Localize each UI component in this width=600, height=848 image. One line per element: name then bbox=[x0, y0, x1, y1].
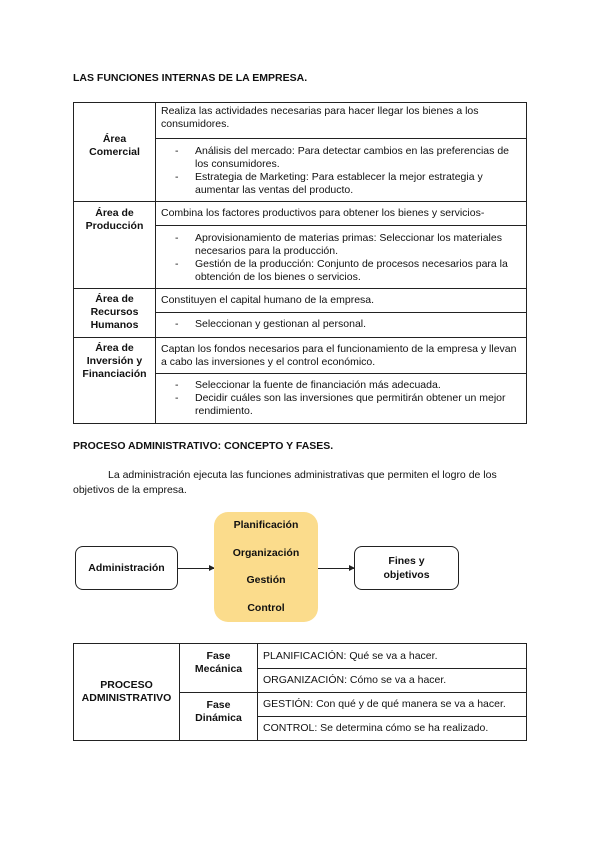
section-title-funciones: LAS FUNCIONES INTERNAS DE LA EMPRESA. bbox=[73, 72, 308, 84]
arrow-icon bbox=[318, 568, 354, 569]
area-items bbox=[155, 138, 527, 202]
area-name: Área de Producción bbox=[73, 201, 156, 289]
phase-row: CONTROL: Se determina cómo se ha realizado. bbox=[257, 716, 527, 741]
list-item: - Análisis del mercado: Para detectar cambios en las preferencias de los consumidores. bbox=[175, 145, 521, 171]
phase-label: Organización bbox=[232, 546, 300, 559]
phases-box bbox=[214, 512, 318, 622]
list-item: - Seleccionan y gestionan al personal. bbox=[175, 318, 521, 331]
intro-paragraph: La administración ejecuta las funciones administrativas que permiten el logro de los objetivos de la empresa. bbox=[73, 469, 497, 496]
area-description: Constituyen el capital humano de la empresa. bbox=[155, 288, 527, 313]
arrow-icon bbox=[178, 568, 214, 569]
phase-group-name: Fase Mecánica bbox=[179, 643, 258, 693]
phase-label: Gestión bbox=[246, 574, 286, 586]
list-item: - Estrategia de Marketing: Para establecer la mejor estrategia y aumentar las ventas del producto. bbox=[175, 171, 521, 197]
area-name: Área de Inversión y Financiación bbox=[73, 337, 156, 424]
area-description: Captan los fondos necesarios para el funcionamiento de la empresa y llevan a cabo las inversiones y el control económico. bbox=[155, 337, 527, 374]
phase-row: ORGANIZACIÓN: Cómo se va a hacer. bbox=[257, 668, 527, 693]
diagram-target-box: Fines y objetivos bbox=[354, 546, 459, 590]
area-items bbox=[155, 373, 527, 424]
area-name: Área Comercial bbox=[73, 102, 156, 202]
area-description: Realiza las actividades necesarias para hacer llegar los bienes a los consumidores. bbox=[155, 102, 527, 139]
phase-label: Planificación bbox=[233, 519, 299, 531]
area-items bbox=[155, 225, 527, 289]
list-item: - Decidir cuáles son las inversiones que permitirán obtener un mejor rendimiento. bbox=[175, 392, 521, 418]
area-name: Área de Recursos Humanos bbox=[73, 288, 156, 338]
phase-row: GESTIÓN: Con qué y de qué manera se va a hacer. bbox=[257, 692, 527, 717]
diagram-source-box: Administración bbox=[75, 546, 178, 590]
list-item: - Aprovisionamiento de materias primas: Seleccionar los materiales necesarios para la producción. bbox=[175, 232, 521, 258]
list-item: - Seleccionar la fuente de financiación más adecuada. bbox=[175, 379, 521, 392]
list-item: - Gestión de la producción: Conjunto de procesos necesarios para la obtención de los bienes o servicios. bbox=[175, 258, 521, 284]
process-label: PROCESO ADMINISTRATIVO bbox=[73, 643, 180, 741]
area-description: Combina los factores productivos para obtener los bienes y servicios- bbox=[155, 201, 527, 226]
phase-group-name: Fase Dinámica bbox=[179, 692, 258, 741]
area-items bbox=[155, 312, 527, 338]
phase-row: PLANIFICACIÓN: Qué se va a hacer. bbox=[257, 643, 527, 669]
section-title-proceso: PROCESO ADMINISTRATIVO: CONCEPTO Y FASES. bbox=[73, 440, 334, 452]
phase-label: Control bbox=[247, 601, 285, 614]
